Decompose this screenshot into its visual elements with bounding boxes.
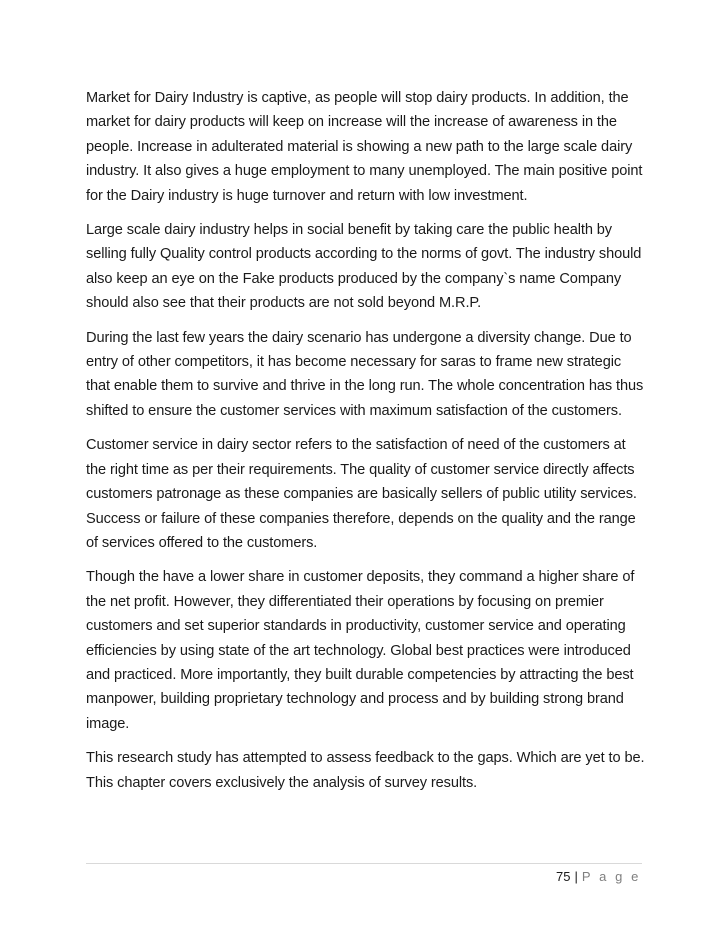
footer-divider <box>86 863 642 864</box>
paragraph-dairy-market: Market for Dairy Industry is captive, as people will stop dairy products. In addition, the market for dairy products will keep on increase will the increase of awareness in the people. Increase in adulterated material is showing a new path to the large scale dairy industry. It also gives a huge employment to many unemployed. The main positive point for the Dairy industry is huge turnover and return with low investment. <box>86 90 643 204</box>
paragraph-research-study: This research study has attempted to assess feedback to the gaps. Which are yet to be. This chapter covers exclusively the analysis of survey results. <box>86 750 645 791</box>
paragraph-social-benefit: Large scale dairy industry helps in social benefit by taking care the public health by selling fully Quality control products according to the norms of govt. The industry should also keep an eye on the Fake products produced by the company`s name Company should also see that their products are not sold beyond M.R.P. <box>86 222 642 312</box>
page-label: P a g e <box>581 869 641 884</box>
paragraph-dairy-scenario: During the last few years the dairy scenario has undergone a diversity change. Due to entry of other competitors, it has become necessary for saras to frame new strategic that enable them to survive and thrive in the long run. The whole concentration has thus shifted to ensure the customer services with maximum satisfaction of the customers. <box>86 329 644 419</box>
paragraph-net-profit: Though the have a lower share in customer deposits, they command a higher share of the net profit. However, they differentiated their operations by focusing on premier customers and set superior standards in productivity, customer service and operating efficiencies by using state of the art technology. Global best practices were introduced and practiced. More importantly, they built durable competencies by attracting the best manpower, building proprietary technology and process and by building strong brand image. <box>86 569 635 732</box>
footer-separator: | <box>574 869 578 884</box>
paragraph-customer-service: Customer service in dairy sector refers to the satisfaction of need of the customers at the right time as per their requirements. The quality of customer service directly affects customers patronage as these companies are basically sellers of public utility services. Success or failure of these companies therefore, depends on the quality and the range of services offered to the customers. <box>86 437 637 551</box>
page-footer <box>556 868 641 886</box>
body-text <box>86 86 646 805</box>
page-number: 75 <box>555 869 571 884</box>
